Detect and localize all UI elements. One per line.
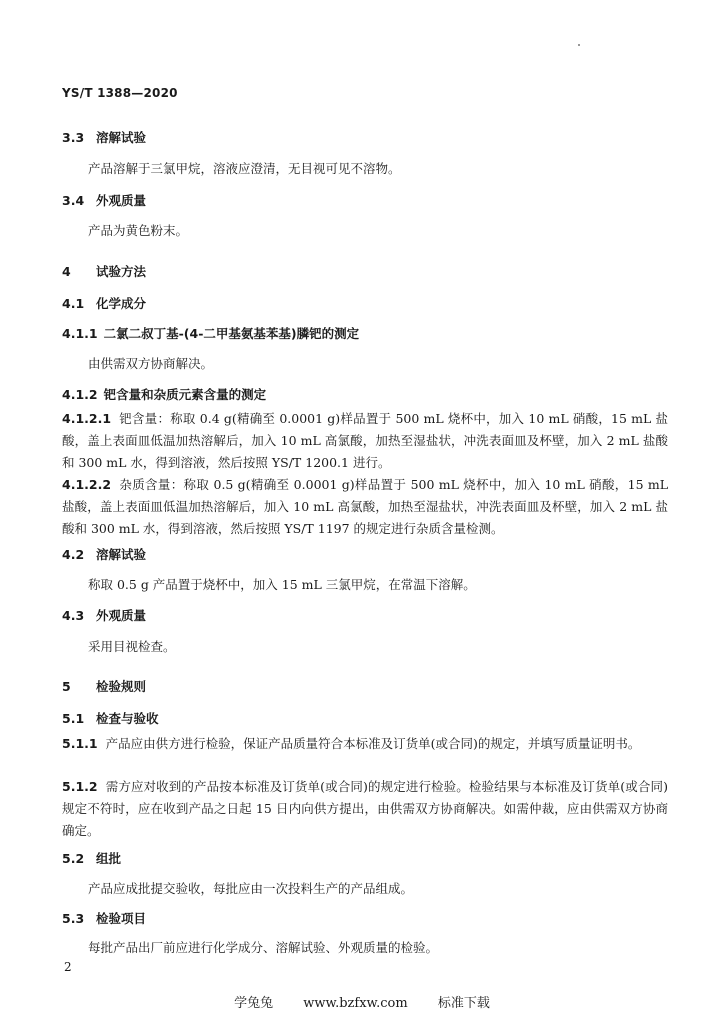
- section-number: 4: [62, 264, 71, 279]
- section-title: 检验规则: [96, 679, 147, 694]
- section-title: 检查与验收: [96, 711, 159, 726]
- paragraph-5-3: 每批产品出厂前应进行化学成分、溶解试验、外观质量的检验。: [88, 940, 439, 955]
- section-number: 3.3: [62, 130, 85, 145]
- section-title: 检验项目: [96, 911, 147, 926]
- heading-5-2: [62, 849, 121, 867]
- clause-text: 产品应由供方进行检验，保证产品质量符合本标准及订货单(或合同)的规定，并填写质量证明书。: [105, 736, 641, 751]
- footer-site-name: 学兔兔: [234, 996, 274, 1011]
- heading-4-1-2: [62, 385, 266, 403]
- section-title: 试验方法: [96, 264, 147, 279]
- clause-text: 杂质含量：称取 0.5 g(精确至 0.0001 g)样品置于 500 mL 烧杯中，加入 10 mL 硝酸，15 mL 盐酸，盖上表面皿低温加热溶解后，加入 10 mL 高氯酸，加热至湿盐状，冲洗表面皿及杯壁，加入 2 mL 盐酸和 300 mL 水，得到溶液，然后按照 YS/T 1197 的规定进行杂质含量检测。: [62, 477, 668, 536]
- section-title: 二氯二叔丁基-(4-二甲基氨基苯基)膦钯的测定: [103, 326, 360, 341]
- paragraph-5-1-1: [62, 733, 668, 755]
- heading-4: [62, 262, 146, 280]
- section-title: 外观质量: [96, 608, 147, 623]
- clause-number: 5.1.1: [62, 736, 98, 751]
- clause-number: 5.1.2: [62, 779, 98, 794]
- section-title: 溶解试验: [96, 130, 147, 145]
- clause-text: 钯含量：称取 0.4 g(精确至 0.0001 g)样品置于 500 mL 烧杯中，加入 10 mL 硝酸，15 mL 盐酸，盖上表面皿低温加热溶解后，加入 10 mL 高氯酸，加热至湿盐状，冲洗表面皿及杯壁，加入 2 mL 盐酸和 300 mL 水，得到溶液，然后按照 YS/T 1200.1 进行。: [62, 411, 668, 470]
- footer-url-link[interactable]: www.bzfxw.com: [303, 996, 408, 1011]
- clause-number: 4.1.2.2: [62, 477, 112, 492]
- heading-4-2: [62, 545, 146, 563]
- footer-tagline: 标准下载: [437, 996, 490, 1011]
- paragraph-5-2: 产品应成批提交验收，每批应由一次投料生产的产品组成。: [88, 881, 414, 896]
- section-number: 3.4: [62, 193, 85, 208]
- heading-3-4: [62, 191, 146, 209]
- heading-5-1: [62, 709, 159, 727]
- section-number: 4.1.2: [62, 387, 98, 402]
- section-title: 组批: [96, 851, 122, 866]
- section-number: 4.1.1: [62, 326, 98, 341]
- heading-4-1: [62, 294, 146, 312]
- heading-3-3: [62, 128, 146, 146]
- paragraph-5-1-2: [62, 776, 668, 842]
- page-number: 2: [64, 960, 72, 974]
- section-number: 5: [62, 679, 71, 694]
- clause-text: 需方应对收到的产品按本标准及订货单(或合同)的规定进行检验。检验结果与本标准及订货单(或合同)规定不符时，应在收到产品之日起 15 日内向供方提出，由供需双方协商解决。如需仲裁，应由供需双方协商确定。: [62, 779, 668, 838]
- paragraph-4-1-2-1: [62, 408, 668, 474]
- section-number: 4.2: [62, 547, 85, 562]
- section-number: 4.1: [62, 296, 85, 311]
- section-title: 外观质量: [96, 193, 147, 208]
- section-number: 5.2: [62, 851, 85, 866]
- clause-number: 4.1.2.1: [62, 411, 112, 426]
- paragraph-3-4: 产品为黄色粉末。: [88, 223, 189, 238]
- download-footer: [0, 992, 724, 1011]
- scan-speck: [578, 44, 580, 46]
- heading-4-1-1: [62, 324, 359, 342]
- section-title: 溶解试验: [96, 547, 147, 562]
- paragraph-3-3: 产品溶解于三氯甲烷，溶液应澄清，无目视可见不溶物。: [88, 161, 401, 176]
- section-number: 5.3: [62, 911, 85, 926]
- heading-5: [62, 677, 146, 695]
- paragraph-4-1-1: 由供需双方协商解决。: [88, 356, 214, 371]
- section-title: 钯含量和杂质元素含量的测定: [103, 387, 267, 402]
- heading-5-3: [62, 909, 146, 927]
- section-number: 4.3: [62, 608, 85, 623]
- section-number: 5.1: [62, 711, 85, 726]
- paragraph-4-2: 称取 0.5 g 产品置于烧杯中，加入 15 mL 三氯甲烷，在常温下溶解。: [88, 577, 476, 592]
- paragraph-4-1-2-2: [62, 474, 668, 540]
- heading-4-3: [62, 606, 146, 624]
- section-title: 化学成分: [96, 296, 147, 311]
- paragraph-4-3: 采用目视检查。: [88, 639, 176, 654]
- standard-number: YS/T 1388—2020: [62, 86, 178, 100]
